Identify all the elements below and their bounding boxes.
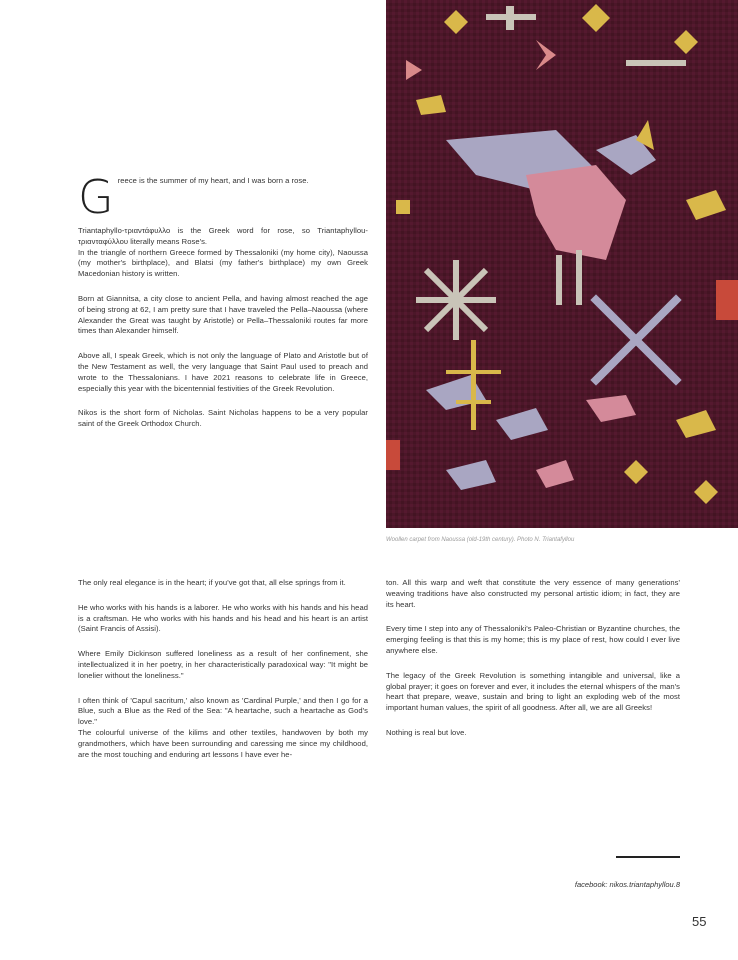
paragraph: ton. All this warp and weft that constitute the very essence of many generations' weaving traditions have also constructed my personal artistic idiom; in fact, they are its heart. — [386, 578, 680, 609]
paragraph: Nikos is the short form of Nicholas. Saint Nicholas happens to be a very popular saint of the Greek Orthodox Church. — [78, 408, 368, 429]
paragraph: He who works with his hands is a laborer. He who works with his hands and his head is a craftsman. He who works with his hands and his head and his heart is an artist (Saint Francis of Assisi). — [78, 602, 368, 634]
facebook-link[interactable]: facebook: nikos.triantaphyllou.8 — [574, 880, 680, 889]
intro-text: reece is the summer of my heart, and I was born a rose. — [117, 176, 309, 185]
left-column-top — [78, 170, 368, 444]
page-number: 55 — [692, 914, 707, 929]
right-column-bottom — [386, 578, 680, 753]
paragraph: In the triangle of northern Greece formed by Thessaloniki (my home city), Naoussa (my mother's birthplace), and Blatsi (my father's birthplace) my own Greek Macedonian history is written. — [78, 247, 368, 279]
divider-rule — [616, 856, 680, 858]
paragraph: Where Emily Dickinson suffered loneliness as a result of her confinement, she intellectualized it in her poetry, in her characteristically paradoxical way: "It might be lonelier without the loneliness." — [78, 649, 368, 680]
paragraph: Triantaphyllo-τριαντάφυλλο is the Greek word for rose, so Triantaphyllou-τριανταφύλλου literally means Rose's. — [78, 226, 368, 246]
paragraph: I often think of 'Capul sacritum,' also known as 'Cardinal Purple,' and then I go for a Blue, such a Blue as the Red of the Sea: "A heartache, such a heartache as God's love." — [78, 695, 368, 727]
paragraph: Every time I step into any of Thessaloniki's Paleo-Christian or Byzantine churches, the emerging feeling is that this is my home; this is my place of rest, how could I ever live anywhere else. — [386, 624, 680, 655]
paragraph: The colourful universe of the kilims and other textiles, handwoven by both my grandmothers, which have been surrounding and caressing me since my childhood, are the most touching and enduring art lessons I have ever he- — [78, 727, 368, 759]
paragraph: Born at Giannitsa, a city close to ancient Pella, and having almost reached the age of being strong at 62, I am pretty sure that I have traveled the Pella–Naoussa (where Alexander the Great was taught by Aristotle) or Pella–Thessaloniki routes far more times than Alexander himself. — [78, 293, 368, 336]
paragraph: The legacy of the Greek Revolution is something intangible and universal, like a global prayer; it goes on forever and ever, it includes the eternal whispers of the man's heart that prepare, weave, sustain and bring to light an exploding web of the most important human values, the spirit of all goodness. After all, we are all Greeks! — [386, 670, 680, 713]
paragraph: Above all, I speak Greek, which is not only the language of Plato and Aristotle but of the New Testament as well, the very language that Saint Paul used to preach and wrote to the Thessalonians. I have 2021 reasons to celebrate life in Greece, especially this year with the bicentennial festivities of the Greek Revolution. — [78, 351, 368, 393]
paragraph: The only real elegance is in the heart; if you've got that, all else springs from it. — [78, 578, 346, 587]
intro-paragraph — [78, 170, 368, 224]
tapestry-photo — [386, 0, 738, 528]
paragraph: Nothing is real but love. — [386, 727, 467, 737]
photo-caption: Woollen carpet from Naoussa (old-19th century). Photo N. Triantafyllou — [386, 537, 575, 543]
left-column-bottom — [78, 578, 368, 774]
drop-cap: G — [78, 170, 114, 224]
